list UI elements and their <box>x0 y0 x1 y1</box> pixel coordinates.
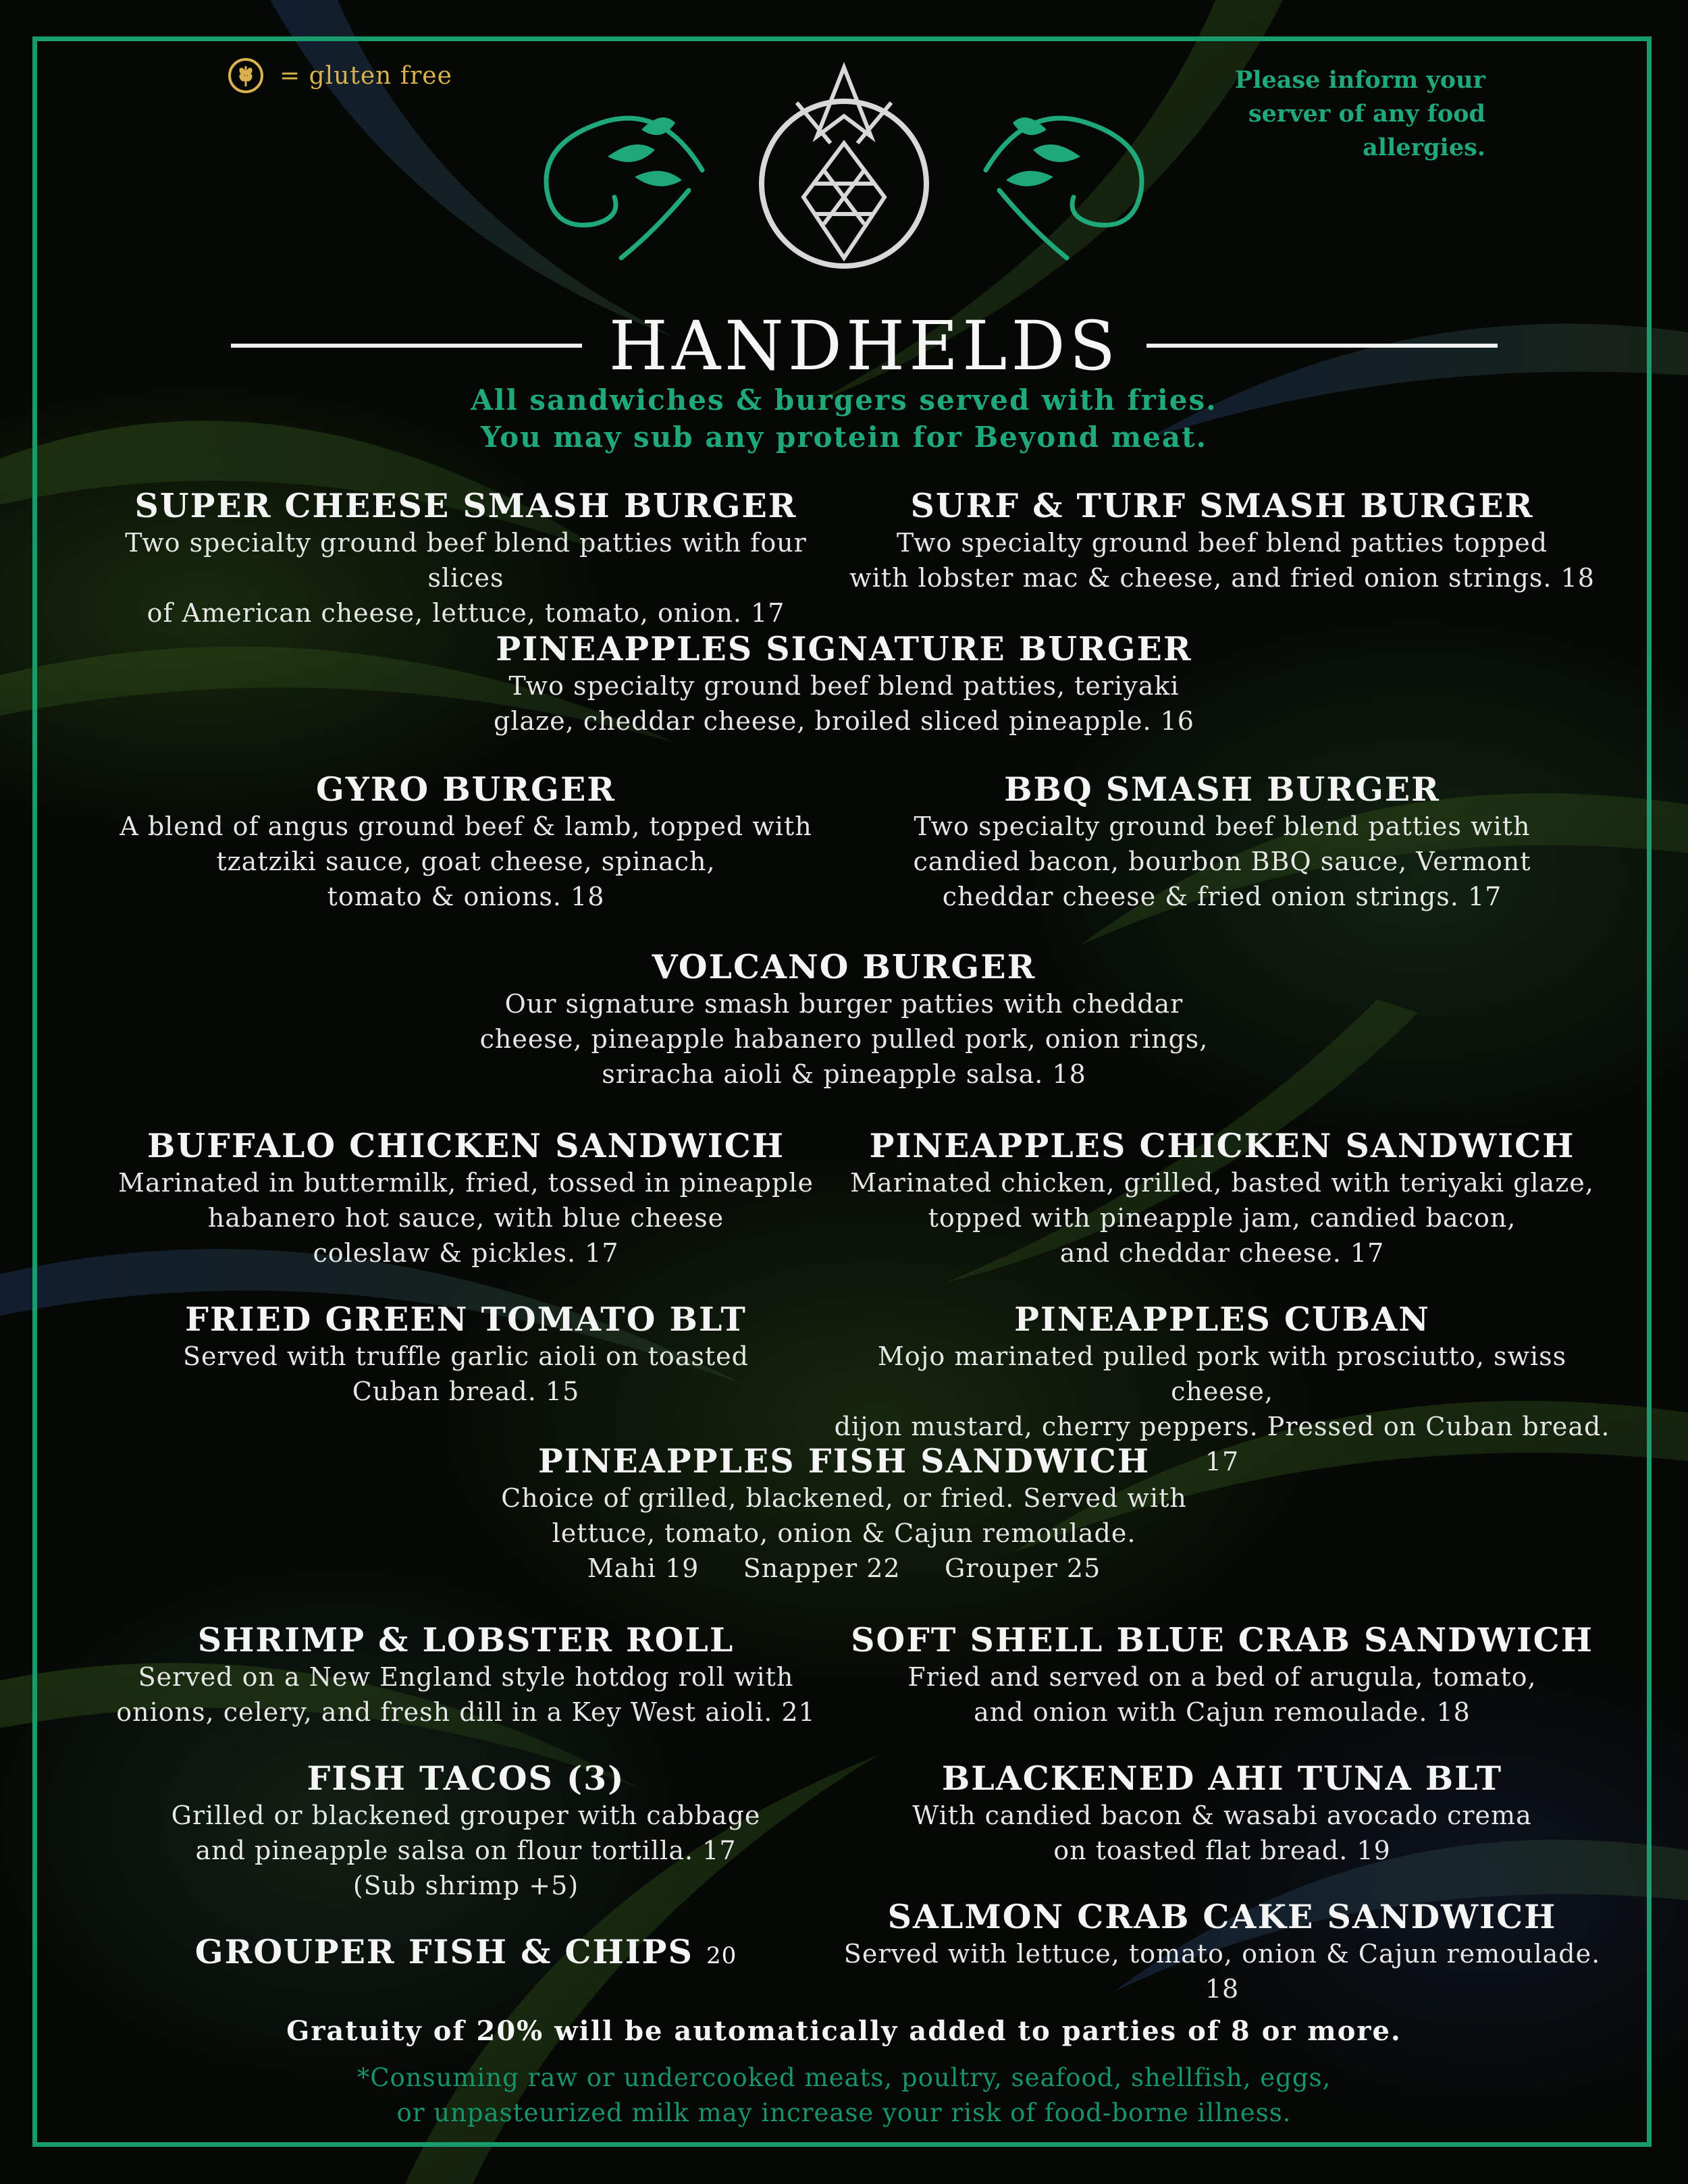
item-desc-line: habanero hot sauce, with blue cheese <box>207 1203 724 1233</box>
item-desc-line: Choice of grilled, blackened, or fried. Served with <box>501 1483 1187 1513</box>
menu-item <box>88 486 844 631</box>
section-subtitle: You may sub any protein for Beyond meat. <box>480 421 1208 454</box>
item-desc-line: tomato & onions. 18 <box>327 882 605 911</box>
item-desc-line: candied bacon, bourbon BBQ sauce, Vermont <box>913 847 1531 876</box>
allergy-line: server of any food <box>1248 100 1485 128</box>
item-desc-line: Served with truffle garlic aioli on toasted <box>182 1341 749 1371</box>
item-title: BBQ SMASH BURGER <box>1004 770 1440 809</box>
menu-item <box>88 1126 844 1271</box>
menu-item <box>844 770 1600 914</box>
menu-item <box>844 1126 1600 1271</box>
item-desc-line: glaze, cheddar cheese, broiled sliced pineapple. 16 <box>494 706 1194 736</box>
item-title: SURF & TURF SMASH BURGER <box>910 486 1534 525</box>
menu-item <box>88 1932 844 1975</box>
item-desc-line: (Sub shrimp +5) <box>352 1871 579 1900</box>
item-desc-line: Two specialty ground beef blend patties with <box>914 811 1531 841</box>
item-desc-line: Mahi 19 Snapper 22 Grouper 25 <box>587 1553 1101 1583</box>
item-desc-line: cheddar cheese & fried onion strings. 17 <box>942 882 1502 911</box>
pineapple-logo-icon <box>500 62 1188 271</box>
item-title: FRIED GREEN TOMATO BLT <box>185 1300 747 1339</box>
item-desc-line: Marinated in buttermilk, fried, tossed in pineapple <box>118 1168 814 1198</box>
allergy-note <box>1188 63 1485 165</box>
gratuity-note: Gratuity of 20% will be automatically added to parties of 8 or more. <box>286 2015 1402 2047</box>
food-safety-disclaimer <box>0 2060 1688 2131</box>
item-desc-line: lettuce, tomato, onion & Cajun remoulade. <box>552 1518 1136 1548</box>
menu-item <box>844 1759 1600 1868</box>
item-desc-line: Our signature smash burger patties with cheddar <box>504 989 1184 1019</box>
item-title: PINEAPPLES FISH SANDWICH <box>537 1441 1151 1481</box>
item-desc-line: cheese, pineapple habanero pulled pork, onion rings, <box>479 1024 1209 1054</box>
item-desc-line: and onion with Cajun remoulade. 18 <box>974 1697 1471 1727</box>
item-desc-line: of American cheese, lettuce, tomato, onion. 17 <box>147 598 785 628</box>
disclaimer-line: or unpasteurized milk may increase your risk of food-borne illness. <box>396 2098 1292 2127</box>
item-title: VOLCANO BURGER <box>652 947 1036 986</box>
item-title: PINEAPPLES SIGNATURE BURGER <box>496 629 1192 668</box>
item-desc-line: Fried and served on a bed of arugula, tomato, <box>907 1662 1537 1692</box>
menu-item <box>844 1620 1600 1730</box>
item-desc-line: on toasted flat bread. 19 <box>1053 1836 1391 1865</box>
item-desc-line: and cheddar cheese. 17 <box>1059 1238 1385 1268</box>
item-title: FISH TACOS (3) <box>307 1759 625 1798</box>
menu-item <box>439 947 1249 1092</box>
item-desc-line: A blend of angus ground beef & lamb, topped with <box>120 811 812 841</box>
item-title: PINEAPPLES CHICKEN SANDWICH <box>869 1126 1575 1165</box>
item-desc-line: Served on a New England style hotdog roll with <box>138 1662 794 1692</box>
menu-item <box>88 1759 844 1903</box>
item-title: BLACKENED AHI TUNA BLT <box>941 1759 1503 1798</box>
item-title: SOFT SHELL BLUE CRAB SANDWICH <box>851 1620 1593 1659</box>
allergy-line: Please inform your <box>1234 66 1485 94</box>
disclaimer-line: *Consuming raw or undercooked meats, poultry, seafood, shellfish, eggs, <box>357 2063 1331 2092</box>
item-desc-line: sriracha aioli & pineapple salsa. 18 <box>602 1059 1086 1089</box>
item-title: SHRIMP & LOBSTER ROLL <box>197 1620 735 1659</box>
item-title: BUFFALO CHICKEN SANDWICH <box>147 1126 785 1165</box>
menu-item <box>439 629 1249 739</box>
item-title: GYRO BURGER <box>315 770 616 809</box>
heading-rule-right <box>1146 344 1498 348</box>
section-subtitle: All sandwiches & burgers served with fries. <box>471 383 1217 417</box>
item-desc-line: onions, celery, and fresh dill in a Key West aioli. 21 <box>116 1697 816 1727</box>
section-heading-row <box>203 305 1526 386</box>
item-title: PINEAPPLES CUBAN <box>1014 1300 1430 1339</box>
menu-item <box>88 1300 844 1409</box>
item-desc-line: Two specialty ground beef blend patties with four slices <box>125 528 807 593</box>
item-desc-line: tzatziki sauce, goat cheese, spinach, <box>216 847 716 876</box>
allergy-line: allergies. <box>1363 134 1485 161</box>
item-title: SALMON CRAB CAKE SANDWICH <box>887 1897 1557 1936</box>
section-title: HANDHELDS <box>608 306 1120 385</box>
menu-item <box>844 486 1600 595</box>
item-desc-line: Two specialty ground beef blend patties, teriyaki <box>508 671 1180 701</box>
item-title: SUPER CHEESE SMASH BURGER <box>134 486 797 525</box>
item-desc-line: dijon mustard, cherry peppers. Pressed on Cuban bread. 17 <box>834 1412 1610 1476</box>
heading-rule-left <box>231 344 582 348</box>
gluten-free-legend <box>227 57 452 95</box>
item-desc-line: coleslaw & pickles. 17 <box>313 1238 619 1268</box>
item-desc-line: Served with lettuce, tomato, onion & Cajun remoulade. 18 <box>843 1939 1601 2004</box>
item-price: 20 <box>706 1942 737 1969</box>
item-desc-line: Cuban bread. 15 <box>352 1377 580 1406</box>
item-desc-line: Mojo marinated pulled pork with prosciutto, swiss cheese, <box>877 1341 1567 1406</box>
item-desc-line: topped with pineapple jam, candied bacon, <box>928 1203 1516 1233</box>
menu-item <box>88 1620 844 1730</box>
legend-text: = gluten free <box>280 61 452 90</box>
item-title-text: GROUPER FISH & CHIPS <box>194 1932 693 1971</box>
menu-item <box>824 1897 1620 2006</box>
wheat-icon <box>227 57 265 95</box>
item-title <box>88 1932 844 1975</box>
item-desc-line: With candied bacon & wasabi avocado crema <box>912 1801 1532 1830</box>
item-desc-line: Grilled or blackened grouper with cabbage <box>171 1801 761 1830</box>
item-desc-line: and pineapple salsa on flour tortilla. 17 <box>195 1836 737 1865</box>
item-desc-line: with lobster mac & cheese, and fried onion strings. 18 <box>849 563 1595 593</box>
item-desc-line: Marinated chicken, grilled, basted with teriyaki glaze, <box>850 1168 1594 1198</box>
menu-item <box>439 1441 1249 1586</box>
menu-item <box>88 770 844 914</box>
item-desc-line: Two specialty ground beef blend patties topped <box>896 528 1548 558</box>
